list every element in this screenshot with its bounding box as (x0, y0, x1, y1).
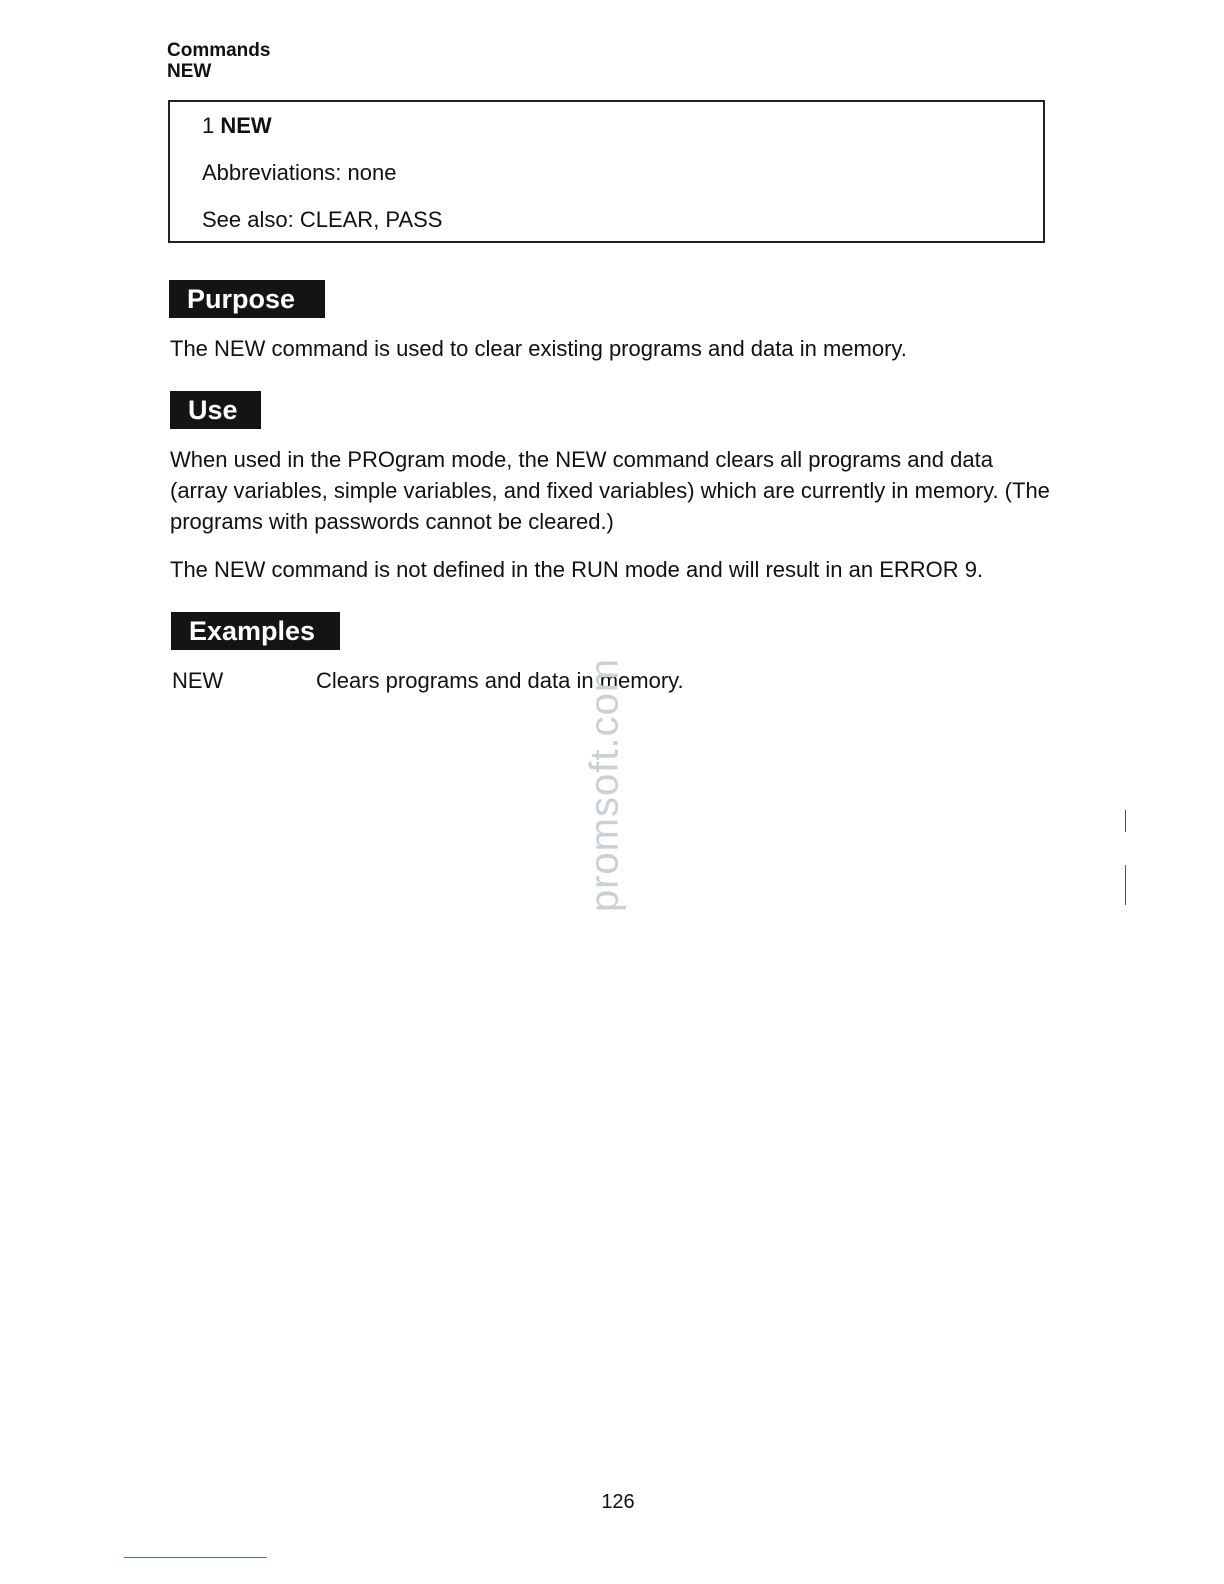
use-paragraph-1: When used in the PROgram mode, the NEW command clears all programs and data (array variables, simple variables, and fixed variables) which are currently in memory. (The programs with passwords cannot be cleared.) (170, 447, 1050, 534)
running-head-section: Commands (167, 40, 271, 61)
syntax-command: NEW (220, 113, 272, 138)
purpose-text: The NEW command is used to clear existing programs and data in memory. (170, 336, 907, 361)
purpose-heading: Purpose (169, 280, 325, 318)
running-head-command: NEW (167, 61, 212, 82)
margin-mark (1125, 865, 1126, 905)
margin-mark (1125, 810, 1126, 832)
syntax-number: 1 (202, 113, 215, 138)
use-heading: Use (170, 391, 261, 429)
examples-heading: Examples (171, 612, 340, 650)
example-description: Clears programs and data in memory. (316, 668, 684, 693)
see-also-line: See also: CLEAR, PASS (202, 207, 443, 232)
example-command: NEW (172, 668, 224, 693)
watermark: promsoft.com (582, 657, 627, 913)
running-head (167, 40, 270, 82)
syntax-format-line (202, 113, 272, 139)
syntax-box (168, 100, 1045, 243)
footer-rule (124, 1557, 267, 1558)
page-number: 126 (601, 1491, 635, 1513)
use-paragraph-2: The NEW command is not defined in the RUN mode and will result in an ERROR 9. (170, 557, 984, 582)
abbreviations-line: Abbreviations: none (202, 160, 397, 185)
